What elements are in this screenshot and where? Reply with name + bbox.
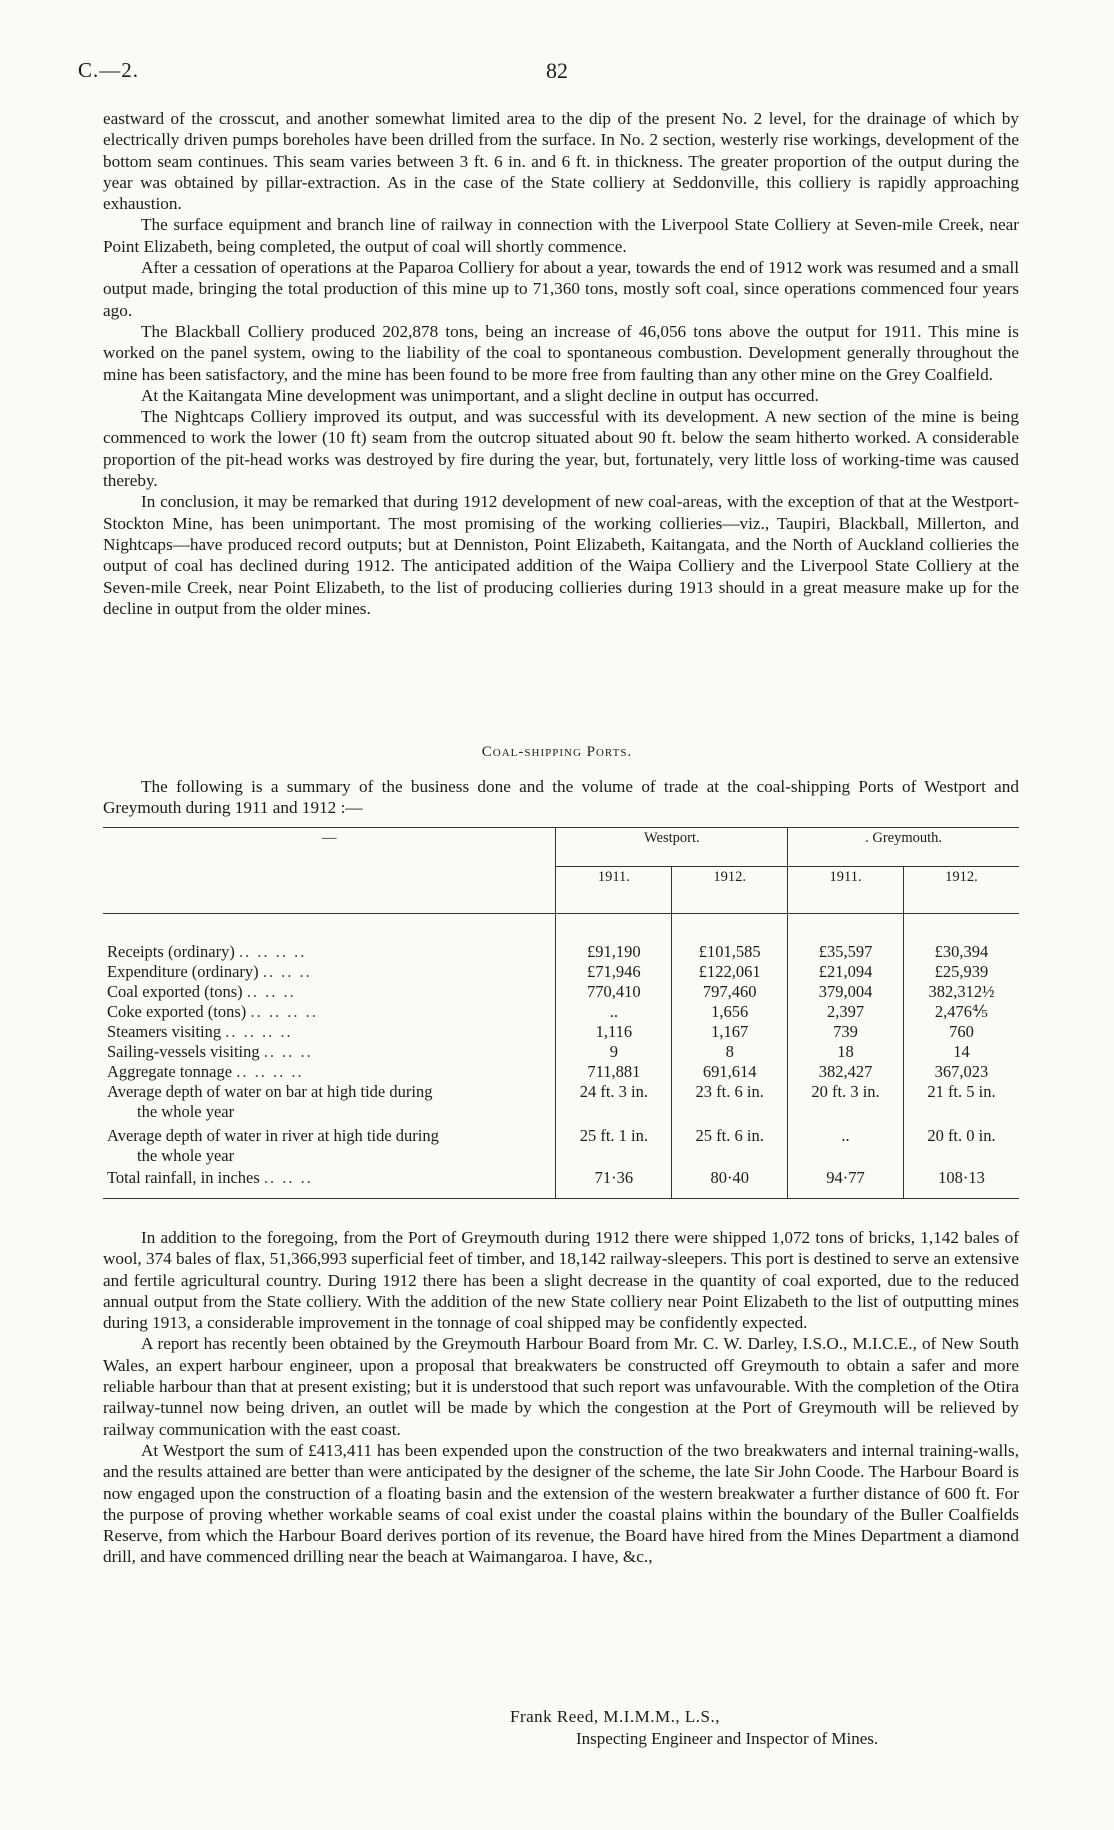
column-group-greymouth: . Greymouth.: [788, 828, 1019, 867]
table-row: [103, 942, 1019, 962]
paragraph: The following is a summary of the business done and the volume of trade at the coal-shipping Ports of Westport and Greymouth during 1911 and 1912 :—: [103, 777, 1019, 818]
table-cell: 2,476⅘: [903, 1002, 1019, 1022]
leader-dots: .. .. ..: [262, 962, 312, 981]
row-label-continued: the whole year: [137, 1102, 235, 1121]
table-cell: £122,061: [672, 962, 788, 982]
row-label: Aggregate tonnage: [107, 1062, 233, 1081]
body-text-lower: [103, 1227, 1019, 1568]
row-label: Steamers visiting: [107, 1022, 222, 1041]
table-cell: £101,585: [672, 942, 788, 962]
table-cell: ..: [788, 1122, 904, 1166]
table-row: [103, 962, 1019, 982]
paragraph: At Westport the sum of £413,411 has been expended upon the construction of the two breakwaters and internal training-walls, and the results attained are better than were anticipated by the designer of the scheme, the late Sir John Coode. The Harbour Board is now engaged upon the construction of a floating basin and the extension of the western breakwater a further distance of 600 ft. For the purpose of proving whether workable seams of coal exist under the coastal plains within the boundary of the Buller Coalfields Reserve, from which the Harbour Board derives portion of its revenue, the Board have hired from the Mines Department a diamond drill, and have commenced drilling near the beach at Waimangaroa. I have, &c.,: [103, 1440, 1019, 1567]
table-intro: [103, 776, 1019, 819]
leader-dots: .. .. .. ..: [250, 1002, 318, 1021]
table-cell: 25 ft. 6 in.: [672, 1122, 788, 1166]
table-cell: 1,656: [672, 1002, 788, 1022]
paragraph: After a cessation of operations at the Paparoa Colliery for about a year, towards the end of 1912 work was resumed and a small output made, bringing the total production of this mine up to 71,360 tons, mostly soft coal, since operations commenced four years ago.: [103, 258, 1019, 320]
paragraph: In conclusion, it may be remarked that during 1912 development of new coal-areas, with the exception of that at the Westport-Stockton Mine, has been unimportant. The most promising of the working collieries—viz., Taupiri, Blackball, Millerton, and Nightcaps—have produced record outputs; but at Denniston, Point Elizabeth, Kaitangata, and the North of Auckland collieries the output of coal has declined during 1912. The anticipated addition of the Waipa Colliery and the Liverpool State Colliery at the Seven-mile Creek, near Point Elizabeth, to the list of producing collieries during 1913 should in a great measure make up for the decline in output from the older mines.: [103, 492, 1019, 618]
table-cell: 1,167: [672, 1022, 788, 1042]
table-cell: 20 ft. 0 in.: [903, 1122, 1019, 1166]
table-row: [103, 1166, 1019, 1199]
table-cell: 8: [672, 1042, 788, 1062]
column-header-year: 1911.: [788, 867, 904, 914]
paragraph: The Nightcaps Colliery improved its output, and was successful with its development. A new section of the mine is being commenced to work the lower (10 ft) seam from the outcrop situated about 90 ft. below the seam hitherto worked. A considerable proportion of the pit-head works was destroyed by fire during the year, but, fortunately, very little loss of working-time was caused thereby.: [103, 407, 1019, 491]
table-row: [103, 982, 1019, 1002]
table-cell: 94·77: [788, 1166, 904, 1199]
table-row: [103, 1082, 1019, 1122]
table-cell: 2,397: [788, 1002, 904, 1022]
table-cell: 382,312½: [903, 982, 1019, 1002]
table-cell: 108·13: [903, 1166, 1019, 1199]
table-row: [103, 1122, 1019, 1166]
table-cell: 71·36: [556, 1166, 672, 1199]
table-cell: 382,427: [788, 1062, 904, 1082]
table-row: [103, 1062, 1019, 1082]
column-header-year: 1912.: [903, 867, 1019, 914]
signature-title: Inspecting Engineer and Inspector of Mines.: [576, 1729, 879, 1748]
table-cell: 25 ft. 1 in.: [556, 1122, 672, 1166]
table-cell: 80·40: [672, 1166, 788, 1199]
table-row: [103, 1042, 1019, 1062]
table-cell: £35,597: [788, 942, 904, 962]
row-label-continued: the whole year: [137, 1146, 235, 1165]
paragraph: A report has recently been obtained by the Greymouth Harbour Board from Mr. C. W. Darley, I.S.O., M.I.C.E., of New South Wales, an expert harbour engineer, upon a proposal that breakwaters be constructed off Greymouth to obtain a safer and more reliable harbour than that at present existing; but it is understood that such report was unfavourable. With the completion of the Otira railway-tunnel now being driven, an outlet will be made by which the congestion at the Port of Greymouth will be relieved by railway communication with the east coast.: [103, 1334, 1019, 1439]
signature-name: Frank Reed, M.I.M.M., L.S.,: [510, 1707, 720, 1726]
table-cell: 770,410: [556, 982, 672, 1002]
row-label: Coke exported (tons): [107, 1002, 247, 1021]
table-cell: 21 ft. 5 in.: [903, 1082, 1019, 1122]
table-cell: 691,614: [672, 1062, 788, 1082]
table-cell: 367,023: [903, 1062, 1019, 1082]
table-cell: 14: [903, 1042, 1019, 1062]
row-label: Total rainfall, in inches: [107, 1168, 260, 1187]
table-cell: 9: [556, 1042, 672, 1062]
page-number: 82: [546, 58, 568, 83]
paragraph: The Blackball Colliery produced 202,878 tons, being an increase of 46,056 tons above the output for 1911. This mine is worked on the panel system, owing to the liability of the coal to spontaneous combustion. Development generally throughout the mine has been satisfactory, and the mine has been found to be more free from faulting than any other mine on the Grey Coalfield.: [103, 321, 1019, 384]
table-cell: £25,939: [903, 962, 1019, 982]
table-cell: £21,094: [788, 962, 904, 982]
row-label: Expenditure (ordinary): [107, 962, 259, 981]
column-header-year: 1911.: [556, 867, 672, 914]
paragraph: At the Kaitangata Mine development was unimportant, and a slight decline in output has occurred.: [141, 385, 819, 405]
leader-dots: .. .. .. ..: [236, 1062, 304, 1081]
row-label: Sailing-vessels visiting: [107, 1042, 260, 1061]
paragraph: The surface equipment and branch line of railway in connection with the Liverpool State Colliery at Seven-mile Creek, near Point Elizabeth, being completed, the output of coal will shortly commence.: [103, 215, 1019, 256]
row-label: Average depth of water in river at high tide during: [107, 1126, 439, 1145]
leader-dots: .. .. ..: [263, 1042, 313, 1061]
table-cell: 739: [788, 1022, 904, 1042]
table-row: [103, 1022, 1019, 1042]
document-reference: C.—2.: [78, 58, 140, 82]
table-cell: 1,116: [556, 1022, 672, 1042]
column-header-year: 1912.: [672, 867, 788, 914]
ports-summary-table: [103, 827, 1019, 1199]
table-cell: £91,190: [556, 942, 672, 962]
leader-dots: .. .. .. ..: [238, 942, 307, 961]
table-cell: 797,460: [672, 982, 788, 1002]
table-cell: 760: [903, 1022, 1019, 1042]
table-cell: 23 ft. 6 in.: [672, 1082, 788, 1122]
table-cell: 20 ft. 3 in.: [788, 1082, 904, 1122]
paragraph: eastward of the crosscut, and another somewhat limited area to the dip of the present No. 2 level, for the drainage of which by electrically driven pumps boreholes have been drilled from the surface. In No. 2 section, westerly rise workings, development of the bottom seam continues. This seam varies between 3 ft. 6 in. and 6 ft. in thickness. The greater proportion of the output during the year was obtained by pillar-extraction. As in the case of the State colliery at Seddonville, this colliery is rapidly approaching exhaustion.: [103, 109, 1019, 214]
leader-dots: .. .. .. ..: [225, 1022, 293, 1041]
stub-header: —: [321, 830, 337, 846]
table-cell: £71,946: [556, 962, 672, 982]
section-heading: Coal-shipping Ports.: [481, 744, 633, 760]
paragraph: In addition to the foregoing, from the Port of Greymouth during 1912 there were shipped 1,072 tons of bricks, 1,142 bales of wool, 374 bales of flax, 51,366,993 superficial feet of timber, and 18,142 railway-sleepers. This port is destined to serve an extensive and fertile agricultural country. During 1912 there has been a slight decrease in the quantity of coal exported, due to the reduced annual output from the State colliery. With the addition of the new State colliery near Point Elizabeth to the list of outputting mines during 1913, a considerable improvement in the tonnage of coal shipped may be confidently expected.: [103, 1228, 1019, 1333]
leader-dots: .. .. ..: [263, 1168, 313, 1187]
body-text-upper: [103, 108, 1019, 619]
column-group-westport: Westport.: [556, 828, 788, 867]
table-cell: £30,394: [903, 942, 1019, 962]
leader-dots: .. .. ..: [246, 982, 296, 1001]
table-cell: 18: [788, 1042, 904, 1062]
row-label: Average depth of water on bar at high tide during: [107, 1082, 433, 1101]
table-cell: 711,881: [556, 1062, 672, 1082]
table-row: [103, 1002, 1019, 1022]
row-label: Receipts (ordinary): [107, 942, 235, 961]
table-cell: 24 ft. 3 in.: [556, 1082, 672, 1122]
table-cell: 379,004: [788, 982, 904, 1002]
row-label: Coal exported (tons): [107, 982, 243, 1001]
table-cell: ..: [556, 1002, 672, 1022]
